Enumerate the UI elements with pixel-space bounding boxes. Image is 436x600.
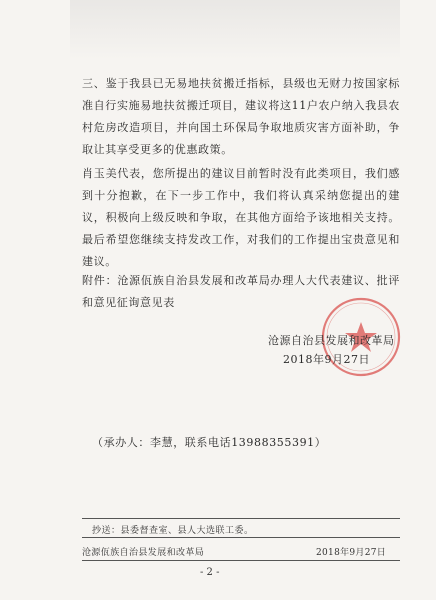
paragraph-point-three: 三、鉴于我县已无易地扶贫搬迁指标，县级也无财力按国家标准自行实施易地扶贫搬迁项目，建议将这11户农户纳入我县农村危房改造项目，并向国土环保局争取地质灾害方面补助，争取让其享受更多的优惠政策。 (82, 77, 400, 156)
page-number: - 2 - (200, 567, 220, 578)
footer-rule-top (82, 518, 400, 519)
footer-issue-date: 2018年9月27日 (316, 548, 387, 558)
footer-rule-bottom (82, 560, 400, 561)
footer-issuer: 沧源佤族自治县发展和改革局 (82, 548, 205, 558)
paragraph-attachment: 附件：沧源佤族自治县发展和改革局办理人大代表建议、批评和意见征询意见表 (82, 274, 400, 309)
cc-line: 抄送：县委督查室、县人大选联工委。 (92, 526, 254, 536)
paragraph-apology: 肖玉美代表，您所提出的建议目前暂时没有此类项目，我们感到十分抱歉，在下一步工作中，我们将认真采纳您提出的建议，积极向上级反映和争取，在其他方面给予该地相关支持。最后希望您继续支持发改工作，对我们的工作提出宝贵意见和建议。 (82, 167, 400, 268)
contact-info: （承办人：李慧，联系电话13988355391） (92, 436, 327, 449)
scan-shadow (70, 0, 400, 60)
footer-rule-middle (82, 537, 400, 538)
signature-date: 2018年9月27日 (283, 353, 370, 366)
signature-organization: 沧源自治县发展和改革局 (268, 334, 395, 347)
